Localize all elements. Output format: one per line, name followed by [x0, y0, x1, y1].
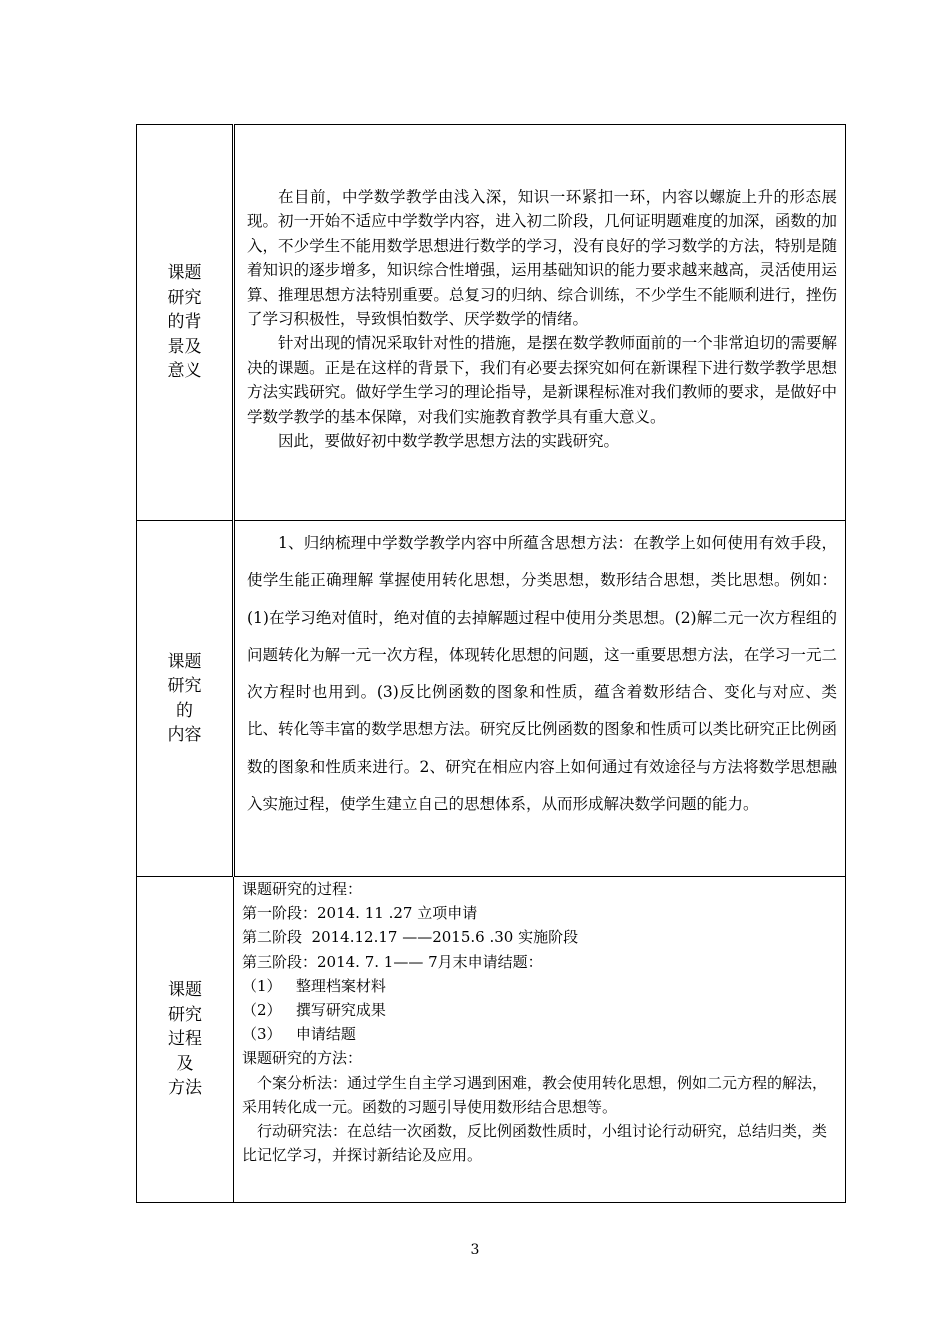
process-label: 课题 研究 过程 及 方法	[137, 877, 234, 1203]
text-line: 课题研究的过程：	[242, 880, 363, 898]
research-form-table	[136, 124, 846, 1203]
content-text	[234, 521, 846, 877]
text-line: （2） 撰写研究成果	[242, 1001, 386, 1020]
paragraph: 针对出现的情况采取针对性的措施，是摆在数学教师面前的一个非常迫切的需要解决的课题。正是在这样的背景下，我们有必要去探究如何在新课程下进行数学教学思想方法实践研究。做好学生学习的理论指导，是新课程标准对我们教师的要求，是做好中学数学教学的基本保障，对我们实施教育教学具有重大意义。	[247, 334, 837, 426]
text-line: 第一阶段：2014. 11 .27 立项申请	[242, 904, 478, 923]
process-text	[234, 877, 846, 1203]
background-row	[137, 125, 846, 521]
paragraph: 1、归纳梳理中学数学教学内容中所蕴含思想方法：在教学上如何使用有效手段，使学生能正确理解 掌握使用转化思想，分类思想，数形结合思想，类比思想。例如：(1)在学习绝对值时，绝对值的去掉解题过程中使用分类思想。(2)解二元一次方程组的问题转化为解一元一次方程，体现转化思想的问题，这一重要思想方法，在学习一元二次方程时也用到。(3)反比例函数的图象和性质，蕴含着数形结合、变化与对应、类比、转化等丰富的数学思想方法。研究反比例函数的图象和性质可以类比研究正比例函数的图象和性质来进行。2、研究在相应内容上如何通过有效途径与方法将数学思想融入实施过程，使学生建立自己的思想体系，从而形成解决数学问题的能力。	[247, 534, 837, 814]
background-label: 课题 研究 的背 景及 意义	[137, 125, 234, 521]
text-line: 课题研究的方法：	[242, 1049, 363, 1068]
method-paragraph: 个案分析法：通过学生自主学习遇到困难，教会使用转化思想，例如二元方程的解法，采用转化成一元。函数的习题引导使用数形结合思想等。	[242, 1073, 828, 1116]
content-label: 课题 研究 的 内容	[137, 521, 234, 877]
text-line: 第二阶段 2014.12.17 ——2015.6 .30 实施阶段	[242, 928, 579, 947]
text-line: 第三阶段：2014. 7. 1—— 7月末申请结题：	[242, 952, 543, 971]
text-line: （1） 整理档案材料	[242, 976, 386, 995]
content-row	[137, 521, 846, 877]
text-line: （3） 申请结题	[242, 1025, 356, 1044]
method-paragraph: 行动研究法：在总结一次函数，反比例函数性质时，小组讨论行动研究，总结归类，类比记忆学习，并探讨新结论及应用。	[242, 1122, 828, 1165]
page-number: 3	[470, 1242, 480, 1258]
paragraph: 在目前，中学数学教学由浅入深，知识一环紧扣一环，内容以螺旋上升的形态展现。初一开始不适应中学数学内容，进入初二阶段，几何证明题难度的加深，函数的加入，不少学生不能用数学思想进行数学的学习，没有良好的学习数学的方法，特别是随着知识的逐步增多，知识综合性增强，运用基础知识的能力要求越来越高，灵活使用运算、推理思想方法特别重要。总复习的归纳、综合训练，不少学生不能顺利进行，挫伤了学习积极性，导致惧怕数学、厌学数学的情绪。	[247, 188, 837, 329]
paragraph: 因此，要做好初中数学教学思想方法的实践研究。	[278, 432, 620, 451]
background-text	[234, 125, 846, 521]
process-row	[137, 877, 846, 1203]
